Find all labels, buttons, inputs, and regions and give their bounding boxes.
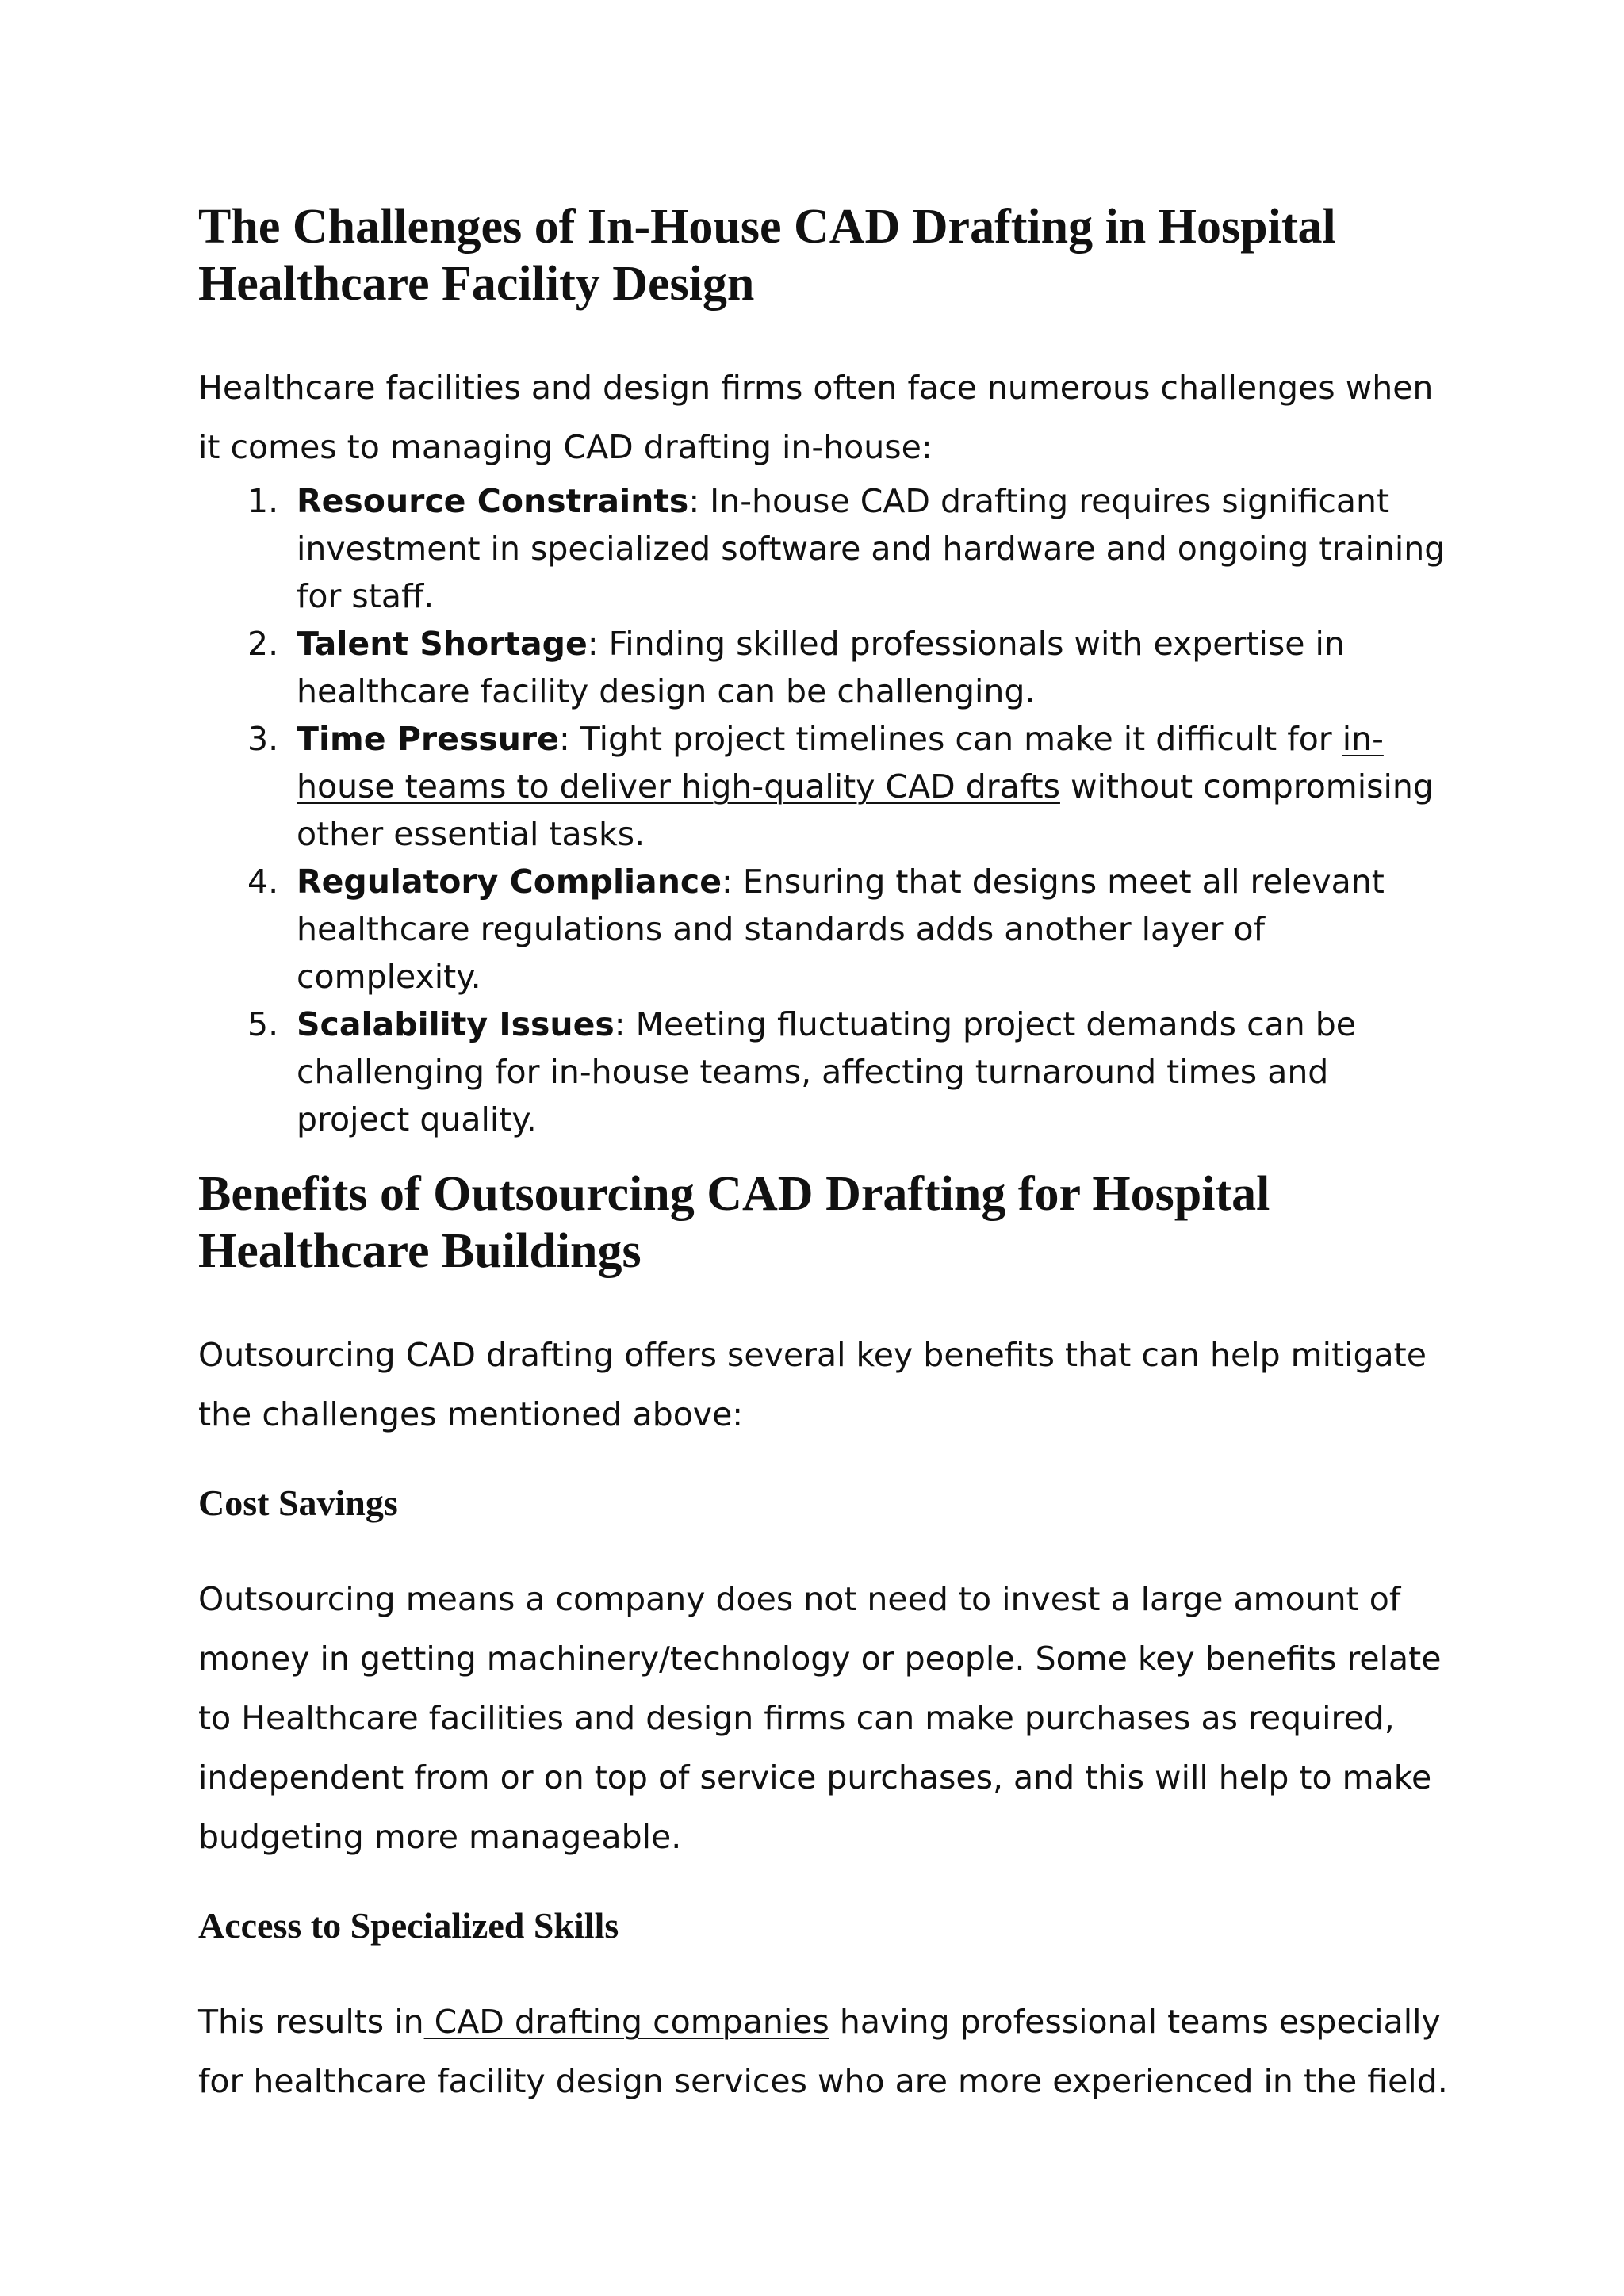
section-heading-benefits: Benefits of Outsourcing CAD Drafting for Hospital Healthcare Buildings <box>198 1167 1270 1278</box>
list-term: Regulatory Compliance <box>297 863 722 901</box>
list-text: without compromising other essential tasks. <box>297 767 1434 853</box>
list-text: : Ensuring that designs meet all relevant healthcare regulations and standards adds another layer of complexity. <box>297 863 1385 996</box>
paragraph-text: This results in <box>198 2003 424 2041</box>
subheading-specialized-skills: Access to Specialized Skills <box>198 1905 619 1946</box>
subheading-cost-savings: Cost Savings <box>198 1483 398 1523</box>
section-heading-challenges: The Challenges of In-House CAD Drafting in Hospital Healthcare Facility Design <box>198 200 1336 311</box>
challenges-list <box>198 477 1451 1143</box>
document-page <box>198 190 1451 2111</box>
list-item-scalability-issues <box>198 1001 1451 1143</box>
specialized-skills-paragraph <box>198 1992 1451 2111</box>
list-term: Resource Constraints <box>297 482 689 520</box>
list-text: : Tight project timelines can make it difficult for <box>558 720 1342 758</box>
cost-savings-paragraph: Outsourcing means a company does not need to invest a large amount of money in getting machinery/technology or people. Some key benefits relate to Healthcare facilities and design firms can make purchases as required, independent from or on top of service purchases, and this will help to make budgeting more manageable. <box>198 1580 1442 1856</box>
list-item-talent-shortage <box>198 620 1451 715</box>
list-number: 4. <box>247 863 279 901</box>
cad-drafting-companies-link[interactable]: CAD drafting companies <box>423 2003 829 2041</box>
challenges-intro: Healthcare facilities and design firms often face numerous challenges when it comes to managing CAD drafting in-house: <box>198 369 1434 466</box>
list-term: Talent Shortage <box>297 625 588 663</box>
list-text: : In-house CAD drafting requires significant investment in specialized software and hardware and ongoing training for staff. <box>297 482 1446 615</box>
paragraph-text: having professional teams especially for healthcare facility design services who are more experienced in the field. <box>198 2003 1448 2100</box>
list-term: Scalability Issues <box>297 1005 615 1043</box>
list-text: : Meeting fluctuating project demands can be challenging for in-house teams, affecting turnaround times and project quality. <box>297 1005 1357 1138</box>
list-number: 5. <box>247 1005 279 1043</box>
list-number: 2. <box>247 625 279 663</box>
list-number: 1. <box>247 482 279 520</box>
list-text: : Finding skilled professionals with expertise in healthcare facility design can be challenging. <box>297 625 1345 710</box>
list-term: Time Pressure <box>297 720 559 758</box>
list-item-regulatory-compliance <box>198 858 1451 1001</box>
in-house-teams-link[interactable]: in-house teams to deliver high-quality CAD drafts <box>297 720 1384 806</box>
benefits-intro: Outsourcing CAD drafting offers several key benefits that can help mitigate the challenges mentioned above: <box>198 1336 1427 1433</box>
list-number: 3. <box>247 720 279 758</box>
list-item-resource-constraints <box>198 477 1451 620</box>
list-item-time-pressure <box>198 715 1451 858</box>
